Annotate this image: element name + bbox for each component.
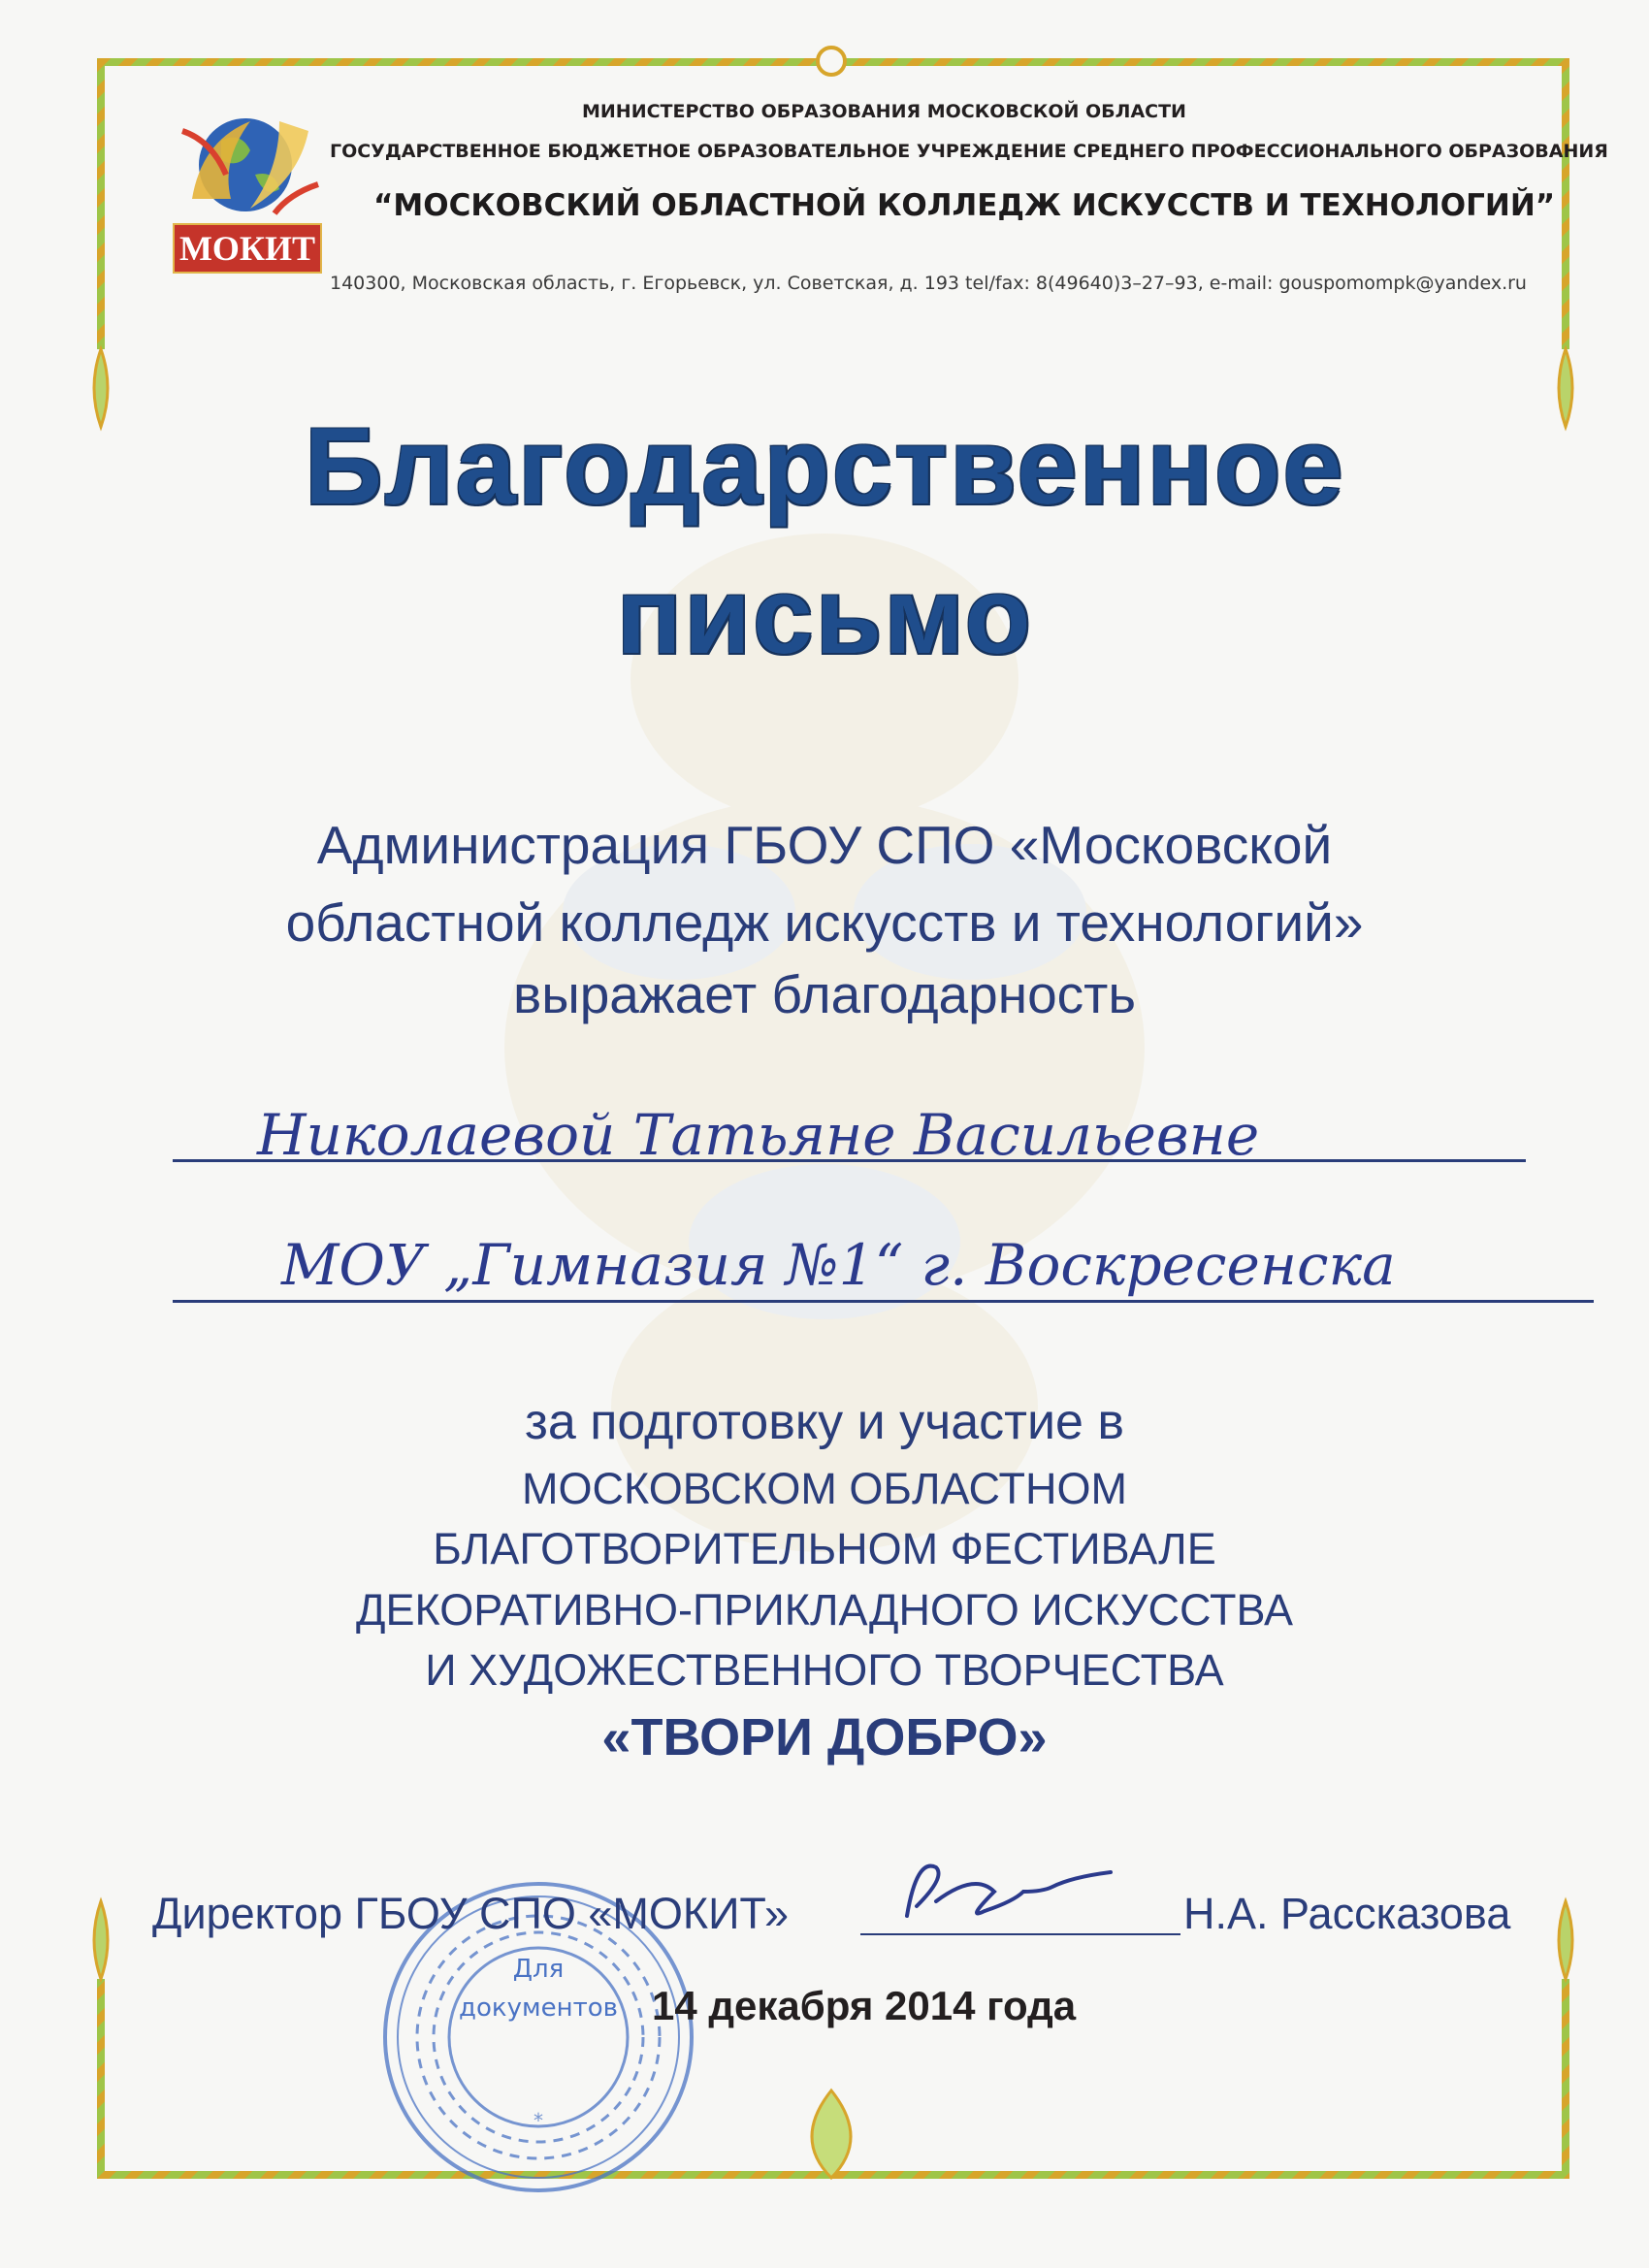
- intro-line-2: областной колледж искусств и технологий»: [285, 892, 1364, 953]
- recipient-name-rule: [173, 1159, 1526, 1162]
- recipient-name: Николаевой Татьяне Васильевне: [257, 1102, 1260, 1168]
- address-line: 140300, Московская область, г. Егорьевск, ул. Советская, д. 193 tel/fax: 8(49640)3–27–93, e-mail: gouspomompk@yandex.ru: [330, 273, 1527, 294]
- institution-type-line: ГОСУДАРСТВЕННОЕ БЮДЖЕТНОЕ ОБРАЗОВАТЕЛЬНОЕ УЧРЕЖДЕНИЕ СРЕДНЕГО ПРОФЕССИОНАЛЬНОГО ОБРАЗОВАНИЯ: [330, 141, 1608, 162]
- festival-name: «ТВОРИ ДОБРО»: [601, 1708, 1048, 1766]
- stamp-center-line-2: документов: [459, 1993, 618, 2023]
- title-line-1: Благодарственное: [304, 405, 1345, 527]
- director-name: Н.А. Рассказова: [1183, 1889, 1511, 1938]
- recipient-organization-rule: [173, 1300, 1594, 1303]
- reason-line-1: за подготовку и участие в: [524, 1394, 1124, 1450]
- director-role: Директор ГБОУ СПО «МОКИТ»: [152, 1889, 789, 1938]
- logo-text: МОКИТ: [173, 223, 322, 274]
- ministry-line: МИНИСТЕРСТВО ОБРАЗОВАНИЯ МОСКОВСКОЙ ОБЛАСТИ: [582, 101, 1186, 122]
- issue-date: 14 декабря 2014 года: [652, 1983, 1077, 2028]
- college-logo: [163, 92, 338, 276]
- reason-line-2: МОСКОВСКОМ ОБЛАСТНОМ: [522, 1464, 1127, 1513]
- reason-line-3: БЛАГОТВОРИТЕЛЬНОМ ФЕСТИВАЛЕ: [433, 1524, 1216, 1573]
- college-name-line: “МОСКОВСКИЙ ОБЛАСТНОЙ КОЛЛЕДЖ ИСКУССТВ И ТЕХНОЛОГИЙ”: [373, 188, 1556, 223]
- recipient-organization: МОУ „Гимназия №1“ г. Воскресенска: [281, 1232, 1396, 1298]
- intro-line-3: выражает благодарность: [512, 964, 1137, 1024]
- stamp-center-line-1: Для: [512, 1955, 565, 1984]
- globe-flower-emblem: [163, 92, 338, 238]
- svg-text:*: *: [534, 2109, 543, 2132]
- handwritten-signature: [888, 1848, 1140, 1935]
- intro-line-1: Администрация ГБОУ СПО «Московской: [316, 815, 1333, 875]
- reason-line-4: ДЕКОРАТИВНО-ПРИКЛАДНОГО ИСКУССТВА: [356, 1585, 1293, 1635]
- title-line-2: письмо: [616, 555, 1033, 676]
- reason-line-5: И ХУДОЖЕСТВЕННОГО ТВОРЧЕСТВА: [425, 1645, 1224, 1695]
